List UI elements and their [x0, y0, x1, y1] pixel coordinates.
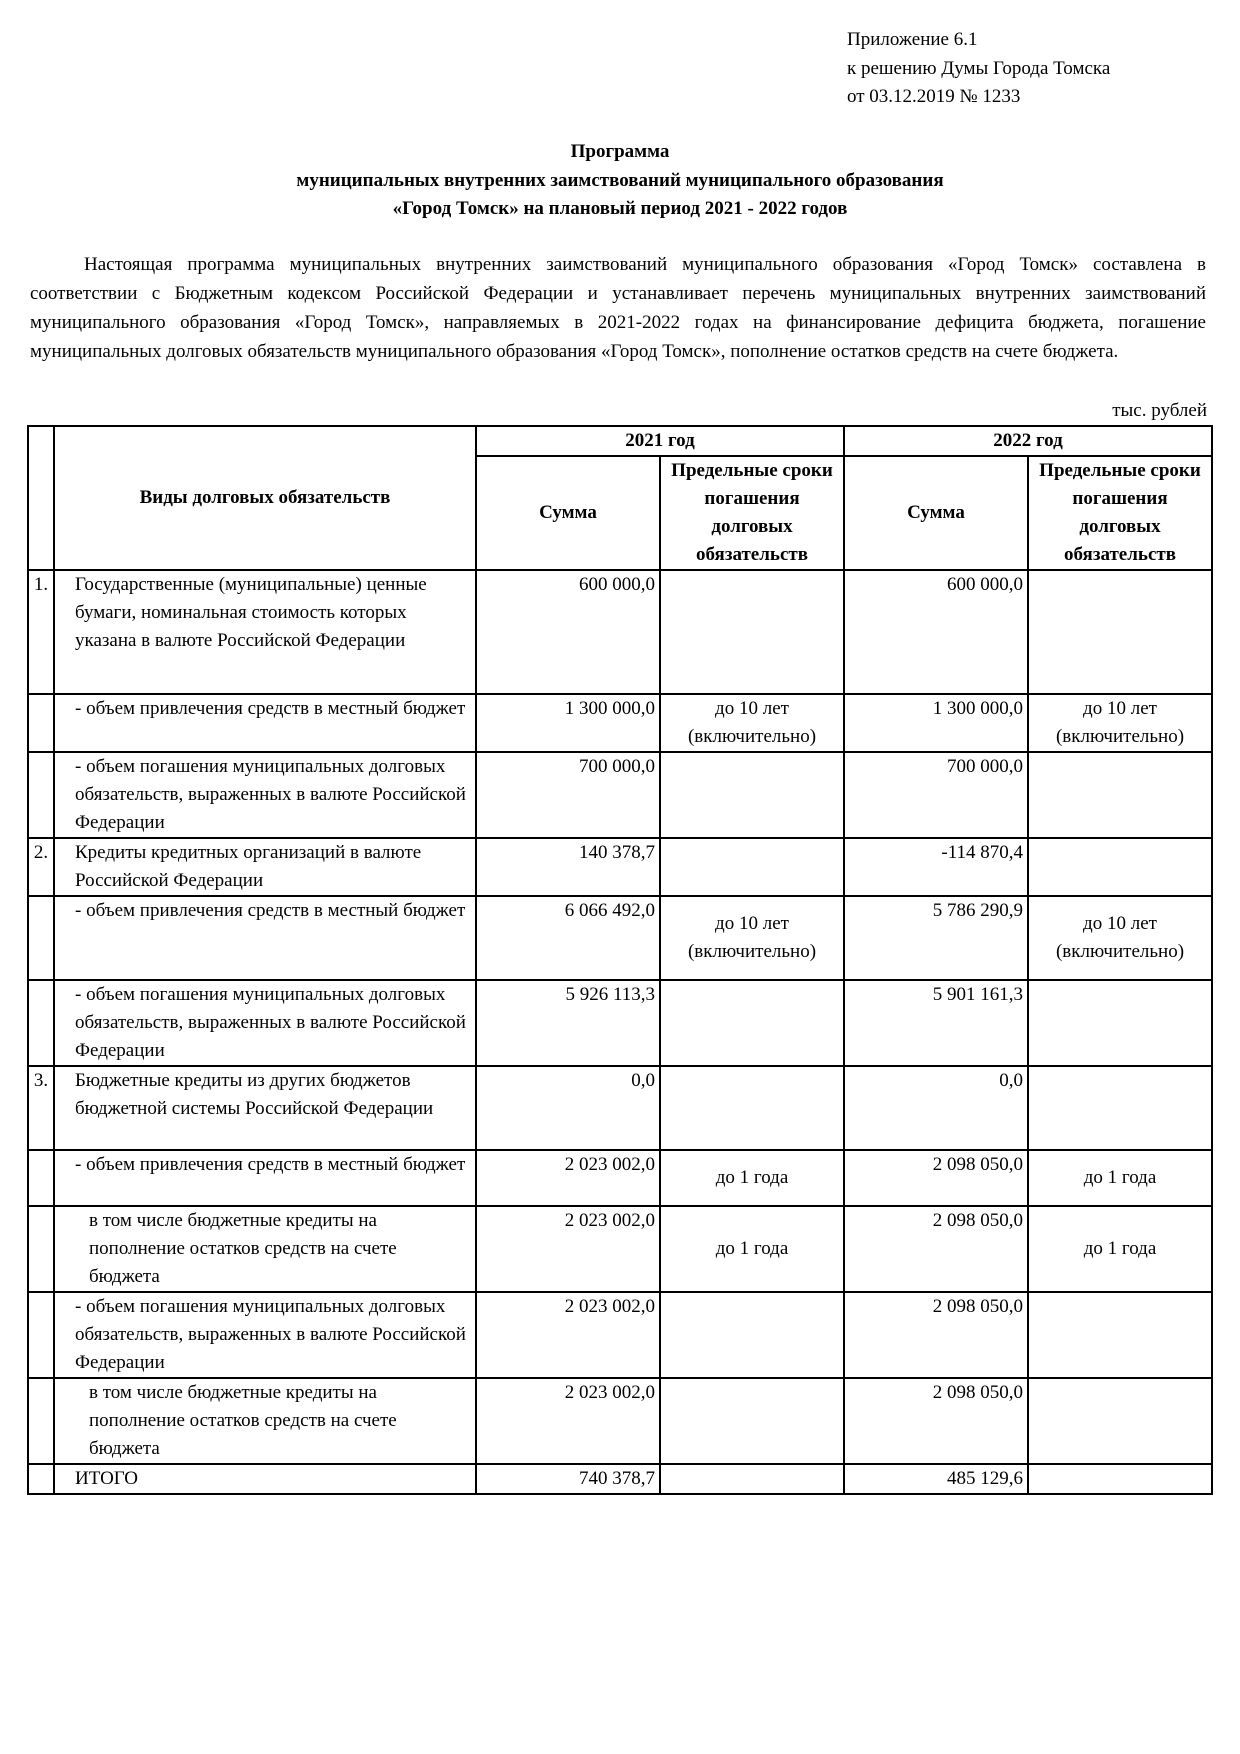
row-term-2022: до 1 года — [1028, 1206, 1212, 1292]
row-sum-2021: 700 000,0 — [476, 752, 660, 838]
total-sum-2022: 485 129,6 — [844, 1464, 1028, 1494]
row-term-2021 — [660, 1066, 844, 1150]
header-term-2021: Предельные сроки погашения долговых обязательств — [660, 456, 844, 570]
row-number — [28, 1206, 54, 1292]
title-line-1: Программа — [570, 141, 670, 162]
row-term-2022 — [1028, 570, 1212, 694]
row-name: Бюджетные кредиты из других бюджетов бюджетной системы Российской Федерации — [54, 1066, 476, 1150]
appendix-line-1: Приложение 6.1 — [847, 29, 978, 50]
row-term-2022 — [1028, 1292, 1212, 1378]
row-term-2021: до 1 года — [660, 1150, 844, 1206]
row-term-2022: до 1 года — [1028, 1150, 1212, 1206]
row-number — [28, 752, 54, 838]
row-sum-2022: 2 098 050,0 — [844, 1150, 1028, 1206]
row-sum-2021: 1 300 000,0 — [476, 694, 660, 752]
row-sum-2021: 140 378,7 — [476, 838, 660, 896]
row-term-2021 — [660, 980, 844, 1066]
header-num — [28, 426, 54, 570]
row-number — [28, 896, 54, 980]
header-kind: Виды долговых обязательств — [54, 426, 476, 570]
row-term-2022 — [1028, 1066, 1212, 1150]
row-term-2022 — [1028, 752, 1212, 838]
row-number — [28, 1150, 54, 1206]
header-sum-2022: Сумма — [844, 456, 1028, 570]
row-sum-2022: 2 098 050,0 — [844, 1292, 1028, 1378]
row-term-2021 — [660, 1378, 844, 1464]
header-year-2021: 2021 год — [476, 426, 844, 456]
row-term-2022 — [1028, 1378, 1212, 1464]
table-row — [28, 570, 1212, 694]
row-number: 3. — [28, 1066, 54, 1150]
row-name: - объем погашения муниципальных долговых обязательств, выраженных в валюте Российской Федерации — [54, 1292, 476, 1378]
document-title — [28, 138, 1212, 224]
row-name: в том числе бюджетные кредиты на пополнение остатков средств на счете бюджета — [54, 1378, 476, 1464]
total-row — [28, 1464, 1212, 1494]
table-row — [28, 1150, 1212, 1206]
title-line-3: «Город Томск» на плановый период 2021 - 2022 годов — [392, 198, 848, 219]
table-row — [28, 1066, 1212, 1150]
row-sum-2022: 2 098 050,0 — [844, 1206, 1028, 1292]
header-term-2022: Предельные сроки погашения долговых обязательств — [1028, 456, 1212, 570]
row-sum-2022: 5 786 290,9 — [844, 896, 1028, 980]
total-number — [28, 1464, 54, 1494]
row-sum-2021: 0,0 — [476, 1066, 660, 1150]
row-sum-2022: 600 000,0 — [844, 570, 1028, 694]
row-sum-2022: 0,0 — [844, 1066, 1028, 1150]
row-sum-2021: 2 023 002,0 — [476, 1378, 660, 1464]
table-row — [28, 838, 1212, 896]
row-sum-2021: 600 000,0 — [476, 570, 660, 694]
row-number: 2. — [28, 838, 54, 896]
table-row — [28, 896, 1212, 980]
header-year-2022: 2022 год — [844, 426, 1212, 456]
header-row-years — [28, 426, 1212, 456]
row-term-2022: до 10 лет (включительно) — [1028, 896, 1212, 980]
table-row — [28, 1292, 1212, 1378]
appendix-note — [847, 26, 1110, 112]
table-row — [28, 1378, 1212, 1464]
units-label: тыс. рублей — [1112, 400, 1207, 421]
row-term-2021 — [660, 570, 844, 694]
row-term-2021 — [660, 752, 844, 838]
row-term-2021: до 10 лет (включительно) — [660, 694, 844, 752]
row-number — [28, 980, 54, 1066]
appendix-line-3: от 03.12.2019 № 1233 — [847, 86, 1021, 107]
row-term-2021: до 10 лет (включительно) — [660, 896, 844, 980]
row-number: 1. — [28, 570, 54, 694]
row-number — [28, 1378, 54, 1464]
row-number — [28, 1292, 54, 1378]
title-line-2: муниципальных внутренних заимствований муниципального образования — [296, 169, 944, 191]
row-sum-2021: 2 023 002,0 — [476, 1150, 660, 1206]
debt-table — [27, 425, 1213, 1495]
table-row — [28, 980, 1212, 1066]
row-sum-2022: 700 000,0 — [844, 752, 1028, 838]
table-row — [28, 1206, 1212, 1292]
row-term-2022 — [1028, 980, 1212, 1066]
row-term-2022 — [1028, 838, 1212, 896]
row-term-2021 — [660, 838, 844, 896]
row-sum-2021: 2 023 002,0 — [476, 1292, 660, 1378]
total-term-2022 — [1028, 1464, 1212, 1494]
row-term-2021 — [660, 1292, 844, 1378]
row-name: - объем погашения муниципальных долговых обязательств, выраженных в валюте Российской Федерации — [54, 980, 476, 1066]
row-sum-2021: 5 926 113,3 — [476, 980, 660, 1066]
row-term-2022: до 10 лет (включительно) — [1028, 694, 1212, 752]
row-term-2021: до 1 года — [660, 1206, 844, 1292]
row-sum-2022: -114 870,4 — [844, 838, 1028, 896]
row-name: - объем привлечения средств в местный бюджет — [54, 1150, 476, 1206]
intro-paragraph: Настоящая программа муниципальных внутренних заимствований муниципального образования «Город Томск» составлена в соответствии с Бюджетным кодексом Российской Федерации и устанавливает перечень муниципальных внутренних заимствований муниципального образования «Город Томск», направляемых в 2021-2022 годах на финансирование дефицита бюджета, погашение муниципальных долговых обязательств муниципального образования «Город Томск», пополнение остатков средств на счете бюджета. — [30, 254, 1206, 362]
total-term-2021 — [660, 1464, 844, 1494]
row-sum-2021: 2 023 002,0 — [476, 1206, 660, 1292]
row-name: - объем привлечения средств в местный бюджет — [54, 694, 476, 752]
row-sum-2022: 5 901 161,3 — [844, 980, 1028, 1066]
total-sum-2021: 740 378,7 — [476, 1464, 660, 1494]
row-name: Государственные (муниципальные) ценные бумаги, номинальная стоимость которых указана в валюте Российской Федерации — [54, 570, 476, 694]
row-sum-2022: 1 300 000,0 — [844, 694, 1028, 752]
table-row — [28, 752, 1212, 838]
total-label: ИТОГО — [54, 1464, 476, 1494]
appendix-line-2: к решению Думы Города Томска — [847, 57, 1111, 79]
row-sum-2021: 6 066 492,0 — [476, 896, 660, 980]
row-sum-2022: 2 098 050,0 — [844, 1378, 1028, 1464]
header-sum-2021: Сумма — [476, 456, 660, 570]
row-number — [28, 694, 54, 752]
row-name: Кредиты кредитных организаций в валюте Российской Федерации — [54, 838, 476, 896]
row-name: в том числе бюджетные кредиты на пополнение остатков средств на счете бюджета — [54, 1206, 476, 1292]
row-name: - объем привлечения средств в местный бюджет — [54, 896, 476, 980]
row-name: - объем погашения муниципальных долговых обязательств, выраженных в валюте Российской Федерации — [54, 752, 476, 838]
table-row — [28, 694, 1212, 752]
